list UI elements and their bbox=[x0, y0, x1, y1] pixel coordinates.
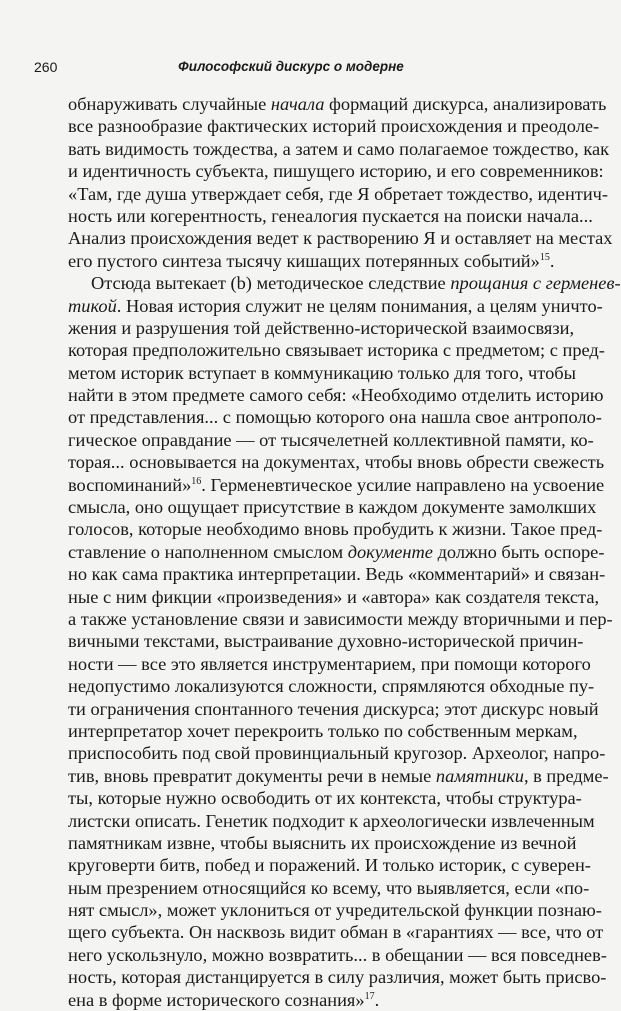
text-line: листски описать. Генетик подходит к археологически извлеченным bbox=[68, 810, 595, 831]
text-line: вать видимость тождества, а затем и само полагаемое тождество, как bbox=[68, 138, 610, 159]
text-line: него ускользнуло, можно возвратить... в обещании — вся повседнев- bbox=[68, 944, 607, 965]
text-line: ена в форме исторического сознания»$^{17}$. bbox=[68, 989, 380, 1010]
text-line: круговерти битв, побед и поражений. И только историк, с суверен- bbox=[68, 855, 591, 876]
text-line: но как сама практика интерпретации. Ведь «комментарий» и связан- bbox=[68, 564, 606, 585]
text-line: щего субъекта. Он насквозь видит обман в «гарантиях — все, что от bbox=[68, 922, 604, 943]
text-line: а также установление связи и зависимости между вторичными и пер- bbox=[68, 608, 613, 629]
text-line: обнаруживать случайные начала формаций дискурса, анализировать bbox=[68, 94, 607, 114]
text-line: приспособить под свой провинциальный кругозор. Археолог, напро- bbox=[68, 743, 606, 764]
text-line: ты, которые нужно освободить от их контекста, чтобы структура- bbox=[68, 788, 582, 809]
text-line: Отсюда вытекает (b) методическое следствие прощания с герменев- bbox=[91, 273, 621, 294]
running-header bbox=[34, 59, 548, 83]
text-line: и идентичность субъекта, пишущего историю, и его современников: bbox=[68, 161, 604, 182]
text-line: ставление о наполненном смыслом документе должно быть оспоре- bbox=[68, 541, 605, 562]
text-line: недопустимо локализуются сложности, спрямляются обходные пу- bbox=[68, 676, 595, 697]
text-line: жения и разрушения той действенно-исторической взаимосвязи, bbox=[68, 317, 575, 338]
text-line: которая предположительно связывает историка с предметом; с пред- bbox=[68, 340, 605, 361]
paragraph bbox=[68, 272, 621, 1011]
text-line: ные с ним фикции «произведения» и «автора» как создателя текста, bbox=[68, 586, 600, 607]
paragraph bbox=[68, 93, 613, 272]
text-line: смысла, оно ощущает присутствие в каждом документе замолкших bbox=[68, 497, 597, 518]
body-text bbox=[68, 93, 621, 1011]
text-line: интерпретатор хочет перекроить только по собственным меркам, bbox=[68, 720, 578, 741]
text-line: памятникам извне, чтобы выяснить их происхождение из вечной bbox=[68, 832, 577, 853]
text-line: нят смысл», может уклониться от учредительской функции познаю- bbox=[68, 900, 602, 921]
text-line: найти в этом предмете самого себя: «Необходимо отделить историю bbox=[68, 385, 604, 406]
text-line: вичными текстами, выстраивание духовно-исторической причин- bbox=[68, 631, 584, 652]
text-line: «Там, где душа утверждает себя, где Я обретает тождество, идентич- bbox=[68, 183, 609, 204]
text-line: ным презрением относящийся ко всему, что выявляется, если «по- bbox=[68, 877, 590, 898]
running-title: Философский дискурс о модерне bbox=[178, 59, 404, 74]
text-line: ность или когерентность, генеалогия пускается на поиски начала... bbox=[68, 205, 593, 226]
text-line: тикой. Новая история служит не целям понимания, а целям уничто- bbox=[68, 295, 603, 316]
text-line: от представления... с помощью которого она нашла свое антрополо- bbox=[68, 407, 602, 428]
text-line: Анализ происхождения ведет к растворению Я и оставляет на местах bbox=[68, 228, 613, 249]
text-line: его пустого синтеза тысячу кишащих потерянных событий»$^{15}$. bbox=[68, 250, 555, 271]
text-line: торая... основывается на документах, чтобы вновь обрести свежесть bbox=[68, 452, 605, 473]
text-line: гическое оправдание — от тысячелетней коллективной памяти, ко- bbox=[68, 429, 594, 450]
text-line: тив, вновь превратит документы речи в немые памятники, в предме- bbox=[68, 765, 609, 786]
text-line: все разнообразие фактических историй происхождения и преодоле- bbox=[68, 116, 600, 137]
text-line: ти ограничения спонтанного течения дискурса; этот дискурс новый bbox=[68, 698, 599, 719]
text-line: метом историк вступает в коммуникацию только для того, чтобы bbox=[68, 362, 577, 383]
text-line: ности — все это является инструментарием, при помощи которого bbox=[68, 653, 591, 674]
page-number: 260 bbox=[34, 59, 58, 75]
text-line: воспоминаний»$^{16}$. Герменевтическое усилие направлено на усвоение bbox=[68, 474, 605, 495]
text-line: ность, которая дистанцируется в силу различия, может быть присво- bbox=[68, 967, 607, 988]
text-line: голосов, которые необходимо вновь пробудить к жизни. Такое пред- bbox=[68, 519, 603, 540]
